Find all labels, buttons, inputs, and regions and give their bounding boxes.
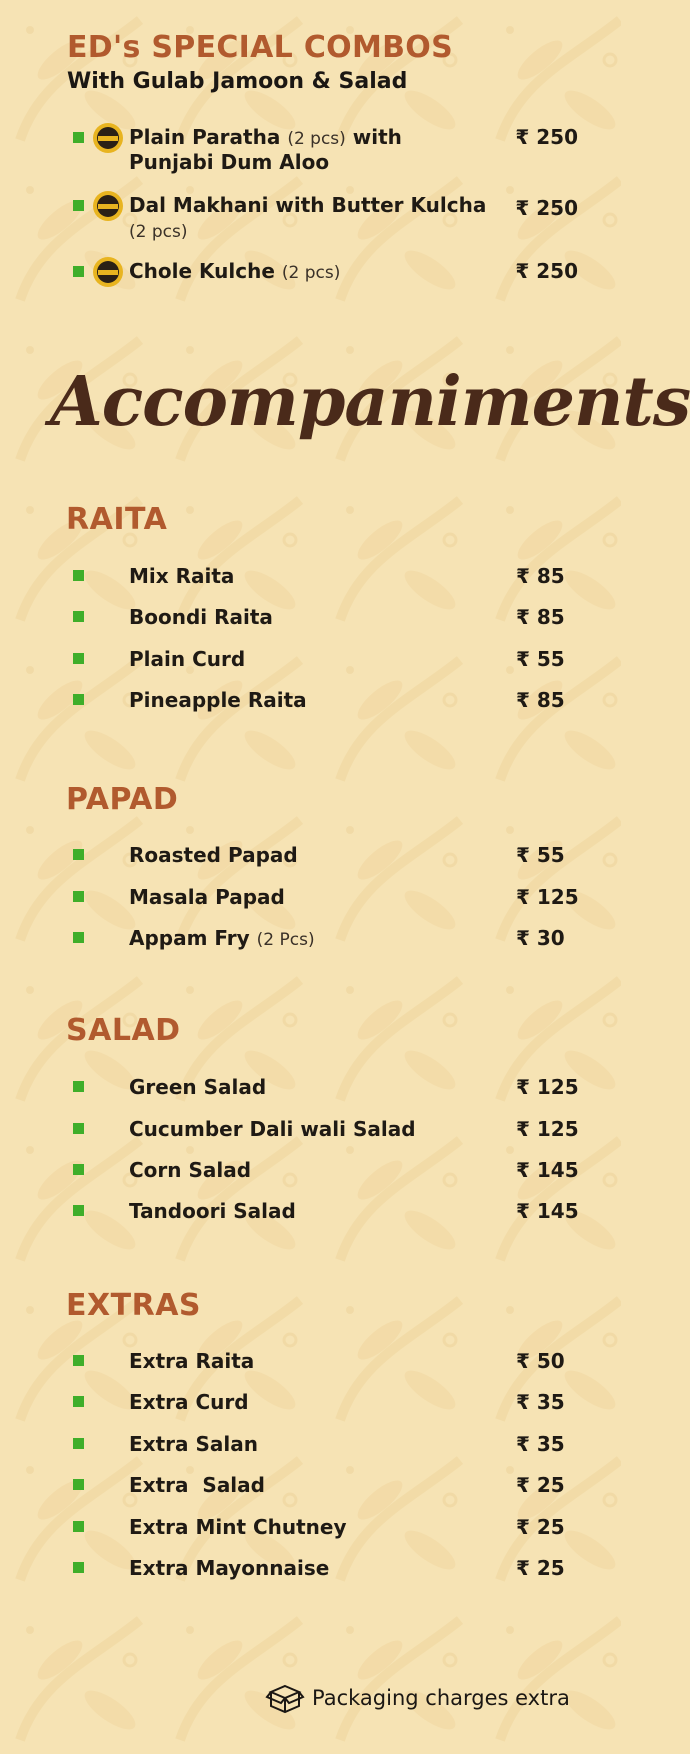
menu-item — [0, 1113, 621, 1147]
menu-item-name: Pineapple Raita — [129, 688, 307, 712]
menu-item-price: ₹ 85 — [516, 688, 565, 712]
bullet-square — [73, 570, 84, 581]
bullet-square — [73, 611, 84, 622]
combo-item-note: (2 pcs) — [129, 222, 188, 242]
menu-item-name: Extra Salan — [129, 1432, 258, 1456]
menu-item — [0, 560, 621, 594]
menu-item-name: Mix Raita — [129, 564, 235, 588]
menu-item-price: ₹ 55 — [516, 843, 565, 867]
special-badge-icon — [92, 190, 124, 222]
section-title-extras: EXTRAS — [66, 1288, 202, 1323]
menu-item — [0, 1552, 621, 1586]
special-badge-icon — [92, 122, 124, 154]
menu-item — [0, 1071, 621, 1105]
menu-item-name: Boondi Raita — [129, 605, 273, 629]
menu-item — [0, 1345, 621, 1379]
menu-item — [0, 922, 621, 956]
combo-item-name: Chole Kulche (2 pcs) — [129, 259, 341, 283]
bullet-square — [73, 653, 84, 664]
combo-item — [0, 256, 621, 290]
menu-item-name: Corn Salad — [129, 1158, 252, 1182]
menu-item-price: ₹ 25 — [516, 1473, 565, 1497]
bullet-square — [73, 932, 84, 943]
combos-subtitle: With Gulab Jamoon & Salad — [67, 69, 408, 94]
combo-item-price: ₹ 250 — [515, 259, 578, 283]
box-icon — [266, 1682, 304, 1714]
menu-item — [0, 1154, 621, 1188]
bullet-square — [73, 200, 84, 211]
packaging-text: Packaging charges extra — [312, 1686, 570, 1710]
special-badge-icon — [92, 256, 124, 288]
section-title-papad: PAPAD — [66, 782, 179, 817]
menu-item — [0, 881, 621, 915]
menu-item-price: ₹ 125 — [516, 885, 579, 909]
bullet-square — [73, 1521, 84, 1532]
bullet-square — [73, 849, 84, 860]
bullet-square — [73, 1164, 84, 1175]
menu-item-price: ₹ 85 — [516, 564, 565, 588]
bullet-square — [73, 1438, 84, 1449]
menu-item-name: Roasted Papad — [129, 843, 298, 867]
menu-item-price: ₹ 125 — [516, 1075, 579, 1099]
menu-item-name: Extra Salad — [129, 1473, 265, 1497]
combo-item — [0, 122, 621, 178]
section-title-salad: SALAD — [66, 1013, 181, 1048]
bullet-square — [73, 694, 84, 705]
bullet-square — [73, 1479, 84, 1490]
bullet-square — [73, 1205, 84, 1216]
bullet-square — [73, 1562, 84, 1573]
menu-item-name: Tandoori Salad — [129, 1199, 296, 1223]
bullet-square — [73, 266, 84, 277]
combo-item-price: ₹ 250 — [515, 125, 578, 149]
menu-item-name: Appam Fry (2 Pcs) — [129, 926, 315, 950]
menu-item-name: Extra Curd — [129, 1390, 249, 1414]
menu-item-name: Plain Curd — [129, 647, 246, 671]
menu-item-price: ₹ 125 — [516, 1117, 579, 1141]
menu-item-price: ₹ 25 — [516, 1556, 565, 1580]
bullet-square — [73, 1396, 84, 1407]
menu-item-price: ₹ 50 — [516, 1349, 565, 1373]
combos-title: ED's SPECIAL COMBOS — [67, 30, 453, 65]
menu-item-name: Extra Mayonnaise — [129, 1556, 330, 1580]
bullet-square — [73, 1123, 84, 1134]
menu-item — [0, 839, 621, 873]
menu-item — [0, 601, 621, 635]
bullet-square — [73, 1081, 84, 1092]
menu-item — [0, 1469, 621, 1503]
menu-item-price: ₹ 145 — [516, 1199, 579, 1223]
menu-item-price: ₹ 55 — [516, 647, 565, 671]
menu-item — [0, 1511, 621, 1545]
combo-item-name: Dal Makhani with Butter Kulcha — [129, 193, 487, 217]
menu-item-price: ₹ 25 — [516, 1515, 565, 1539]
menu-item-price: ₹ 85 — [516, 605, 565, 629]
bullet-square — [73, 1355, 84, 1366]
combo-item-price: ₹ 250 — [515, 196, 578, 220]
menu-item-price: ₹ 35 — [516, 1390, 565, 1414]
menu-item-name: Extra Raita — [129, 1349, 255, 1373]
menu-item — [0, 1195, 621, 1229]
menu-item-name: Cucumber Dali wali Salad — [129, 1117, 416, 1141]
menu-item-name: Green Salad — [129, 1075, 267, 1099]
menu-item — [0, 643, 621, 677]
combo-item-name: Plain Paratha (2 pcs) with — [129, 125, 402, 149]
bullet-square — [73, 132, 84, 143]
combo-item-name-line2: Punjabi Dum Aloo — [129, 150, 330, 174]
menu-item-price: ₹ 35 — [516, 1432, 565, 1456]
bullet-square — [73, 891, 84, 902]
accompaniments-heading: Accompaniments — [50, 362, 690, 442]
menu-item-price: ₹ 145 — [516, 1158, 579, 1182]
menu-item-price: ₹ 30 — [516, 926, 565, 950]
combo-item — [0, 190, 621, 246]
menu-item — [0, 684, 621, 718]
menu-item-name: Masala Papad — [129, 885, 285, 909]
menu-item-name: Extra Mint Chutney — [129, 1515, 347, 1539]
menu-item — [0, 1428, 621, 1462]
menu-item — [0, 1386, 621, 1420]
section-title-raita: RAITA — [66, 502, 168, 537]
